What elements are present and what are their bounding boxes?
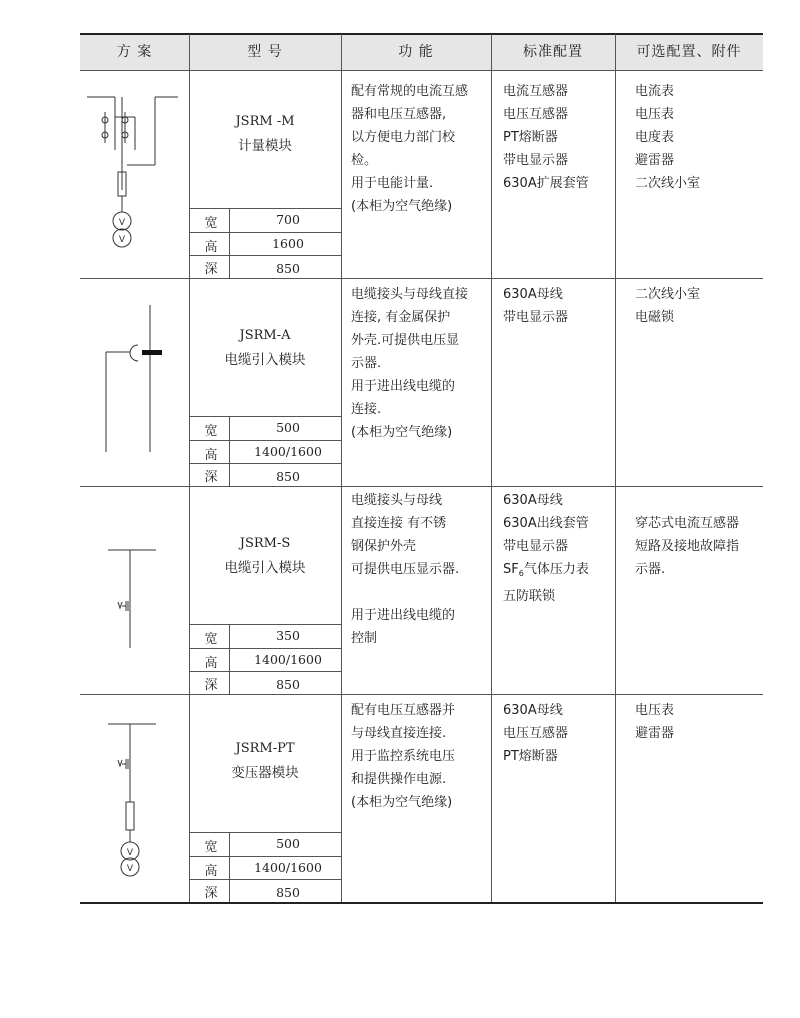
standard-item: 电流互感器 <box>503 84 569 99</box>
optional-item: 短路及接地故障指 <box>635 539 740 554</box>
dim-width: 700 <box>276 212 300 227</box>
dim-label-depth: 深 <box>204 470 218 485</box>
cable-entry-diagram <box>90 290 180 470</box>
optional-item: 避雷器 <box>635 726 675 741</box>
function-line: (本柜为空气绝缘) <box>351 795 453 810</box>
function-line: 连接, 有金属保护 <box>351 310 451 325</box>
header-optional: 可选配置、附件 <box>636 44 742 60</box>
voltmeter-letter: V <box>118 218 126 228</box>
optional-config <box>635 80 700 195</box>
dim-label-depth: 深 <box>204 262 218 277</box>
dim-label-width: 宽 <box>204 216 218 231</box>
optional-item: 穿芯式电流互感器 <box>635 516 740 531</box>
function-line: 与母线直接连接. <box>351 726 447 741</box>
optional-item: 电压表 <box>635 107 675 122</box>
function-line: 和提供操作电源. <box>351 772 447 787</box>
header-scheme: 方 案 <box>116 44 153 60</box>
table-bottom-border <box>80 902 763 904</box>
standard-config <box>503 283 568 329</box>
standard-item: 630A母线 <box>503 703 563 718</box>
voltmeter-letter: V <box>126 864 134 874</box>
function-line: 连接. <box>351 402 382 417</box>
function-line: 直接连接 有不锈 <box>351 516 447 531</box>
row-divider-3 <box>80 694 763 695</box>
sf6-subscript: 6 <box>518 569 524 578</box>
dim-depth: 850 <box>276 261 300 276</box>
cable-entry-s-diagram <box>100 540 180 655</box>
dim-height: 1400/1600 <box>254 652 322 667</box>
function-line: 外壳.可提供电压显 <box>351 333 460 348</box>
standard-item: 电压互感器 <box>503 726 569 741</box>
function-line: 用于监控系统电压 <box>351 749 456 764</box>
model-name: 电缆引入模块 <box>224 560 306 576</box>
dim-label-depth: 深 <box>204 678 218 693</box>
dim-grid-line <box>189 416 341 417</box>
row-divider-2 <box>80 486 763 487</box>
optional-config <box>635 699 674 745</box>
dim-label-width: 宽 <box>204 840 218 855</box>
optional-item: 避雷器 <box>635 153 675 168</box>
model-name: 变压器模块 <box>231 765 299 781</box>
optional-config <box>635 283 700 329</box>
function-text <box>351 489 459 650</box>
standard-item: 电压互感器 <box>503 107 569 122</box>
dim-height: 1400/1600 <box>254 860 322 875</box>
optional-item: 二次线小室 <box>635 176 701 191</box>
function-line: 配有常规的电流互感 <box>351 84 469 99</box>
model-cell <box>189 532 341 580</box>
function-line: 用于进出线电缆的 <box>351 379 456 394</box>
function-line: 控制 <box>351 631 378 646</box>
col-divider-2 <box>341 34 342 902</box>
optional-item <box>635 489 739 512</box>
standard-item: PT熔断器 <box>503 749 558 764</box>
optional-item: 二次线小室 <box>635 287 701 302</box>
dim-grid-line <box>189 232 341 233</box>
dim-depth: 850 <box>276 677 300 692</box>
function-line: 用于电能计量. <box>351 176 434 191</box>
function-line: 可提供电压显示器. <box>351 562 460 577</box>
dim-grid-line <box>189 463 341 464</box>
function-line: (本柜为空气绝缘) <box>351 199 453 214</box>
function-line: 检。 <box>351 153 378 168</box>
standard-config <box>503 80 589 195</box>
header-function: 功 能 <box>398 44 434 60</box>
standard-item-sf6 <box>503 558 589 585</box>
standard-item: 630A母线 <box>503 287 563 302</box>
function-line <box>351 581 459 604</box>
dim-grid-line <box>189 440 341 441</box>
dim-label-height: 高 <box>204 656 218 671</box>
function-line: 钢保护外壳 <box>351 539 417 554</box>
dim-grid-line <box>189 879 341 880</box>
optional-item: 电磁锁 <box>635 310 675 325</box>
standard-item: 630A出线套管 <box>503 516 589 531</box>
standard-config <box>503 489 589 608</box>
header-standard: 标准配置 <box>523 44 583 60</box>
standard-item: 带电显示器 <box>503 539 569 554</box>
dim-grid-line <box>189 624 341 625</box>
dim-label-width: 宽 <box>204 632 218 647</box>
function-line: 以方便电力部门校 <box>351 130 456 145</box>
model-name: 电缆引入模块 <box>224 352 306 368</box>
header-model: 型 号 <box>247 44 283 60</box>
model-code: JSRM -M <box>235 114 295 129</box>
row-divider-1 <box>80 278 763 279</box>
standard-config <box>503 699 568 768</box>
function-line: (本柜为空气绝缘) <box>351 425 453 440</box>
function-line: 器和电压互感器, <box>351 107 447 122</box>
dim-grid-line <box>189 648 341 649</box>
model-cell <box>189 110 341 158</box>
standard-item: 五防联锁 <box>503 589 556 604</box>
dim-grid-line <box>189 671 341 672</box>
dim-width: 500 <box>276 420 300 435</box>
dim-grid-line <box>189 255 341 256</box>
function-line: 示器. <box>351 356 382 371</box>
model-cell <box>189 737 341 785</box>
optional-config <box>635 489 739 581</box>
voltmeter-letter: V <box>118 235 126 245</box>
header-divider <box>80 70 763 71</box>
dim-grid-line <box>189 832 341 833</box>
voltmeter-letter: V <box>126 848 134 858</box>
dim-label-height: 高 <box>204 448 218 463</box>
function-line: 电缆接头与母线 <box>351 493 443 508</box>
optional-item: 示器. <box>635 562 666 577</box>
standard-item: 带电显示器 <box>503 153 569 168</box>
model-code: JSRM-PT <box>235 741 295 756</box>
dim-depth: 850 <box>276 885 300 900</box>
function-line: 用于进出线电缆的 <box>351 608 456 623</box>
function-line: 配有电压互感器并 <box>351 703 456 718</box>
model-cell <box>189 324 341 372</box>
dim-grid-line <box>189 856 341 857</box>
col-divider-4 <box>615 34 616 902</box>
sf6-prefix: SF <box>503 562 519 577</box>
function-line: 电缆接头与母线直接 <box>351 287 469 302</box>
dim-width: 500 <box>276 836 300 851</box>
model-name: 计量模块 <box>238 138 292 154</box>
model-code: JSRM-A <box>239 328 291 343</box>
dim-height: 1400/1600 <box>254 444 322 459</box>
standard-item: 630A扩展套管 <box>503 176 589 191</box>
dim-label-height: 高 <box>204 240 218 255</box>
dim-height: 1600 <box>272 236 304 251</box>
dim-depth: 850 <box>276 469 300 484</box>
optional-item: 电度表 <box>635 130 675 145</box>
optional-item: 电流表 <box>635 84 675 99</box>
dim-label-height: 高 <box>204 864 218 879</box>
dim-label-depth: 深 <box>204 886 218 901</box>
standard-item: PT熔断器 <box>503 130 558 145</box>
function-text <box>351 699 455 814</box>
dim-label-width: 宽 <box>204 424 218 439</box>
optional-item: 电压表 <box>635 703 675 718</box>
dim-width: 350 <box>276 628 300 643</box>
function-text <box>351 80 468 218</box>
dim-grid-line <box>189 208 341 209</box>
standard-item: 630A母线 <box>503 493 563 508</box>
metering-module-diagram <box>82 80 187 270</box>
col-divider-3 <box>491 34 492 902</box>
sf6-suffix: 气体压力表 <box>523 562 589 577</box>
pt-module-diagram <box>100 714 180 894</box>
standard-item: 带电显示器 <box>503 310 569 325</box>
function-text <box>351 283 468 444</box>
model-code: JSRM-S <box>239 536 291 551</box>
